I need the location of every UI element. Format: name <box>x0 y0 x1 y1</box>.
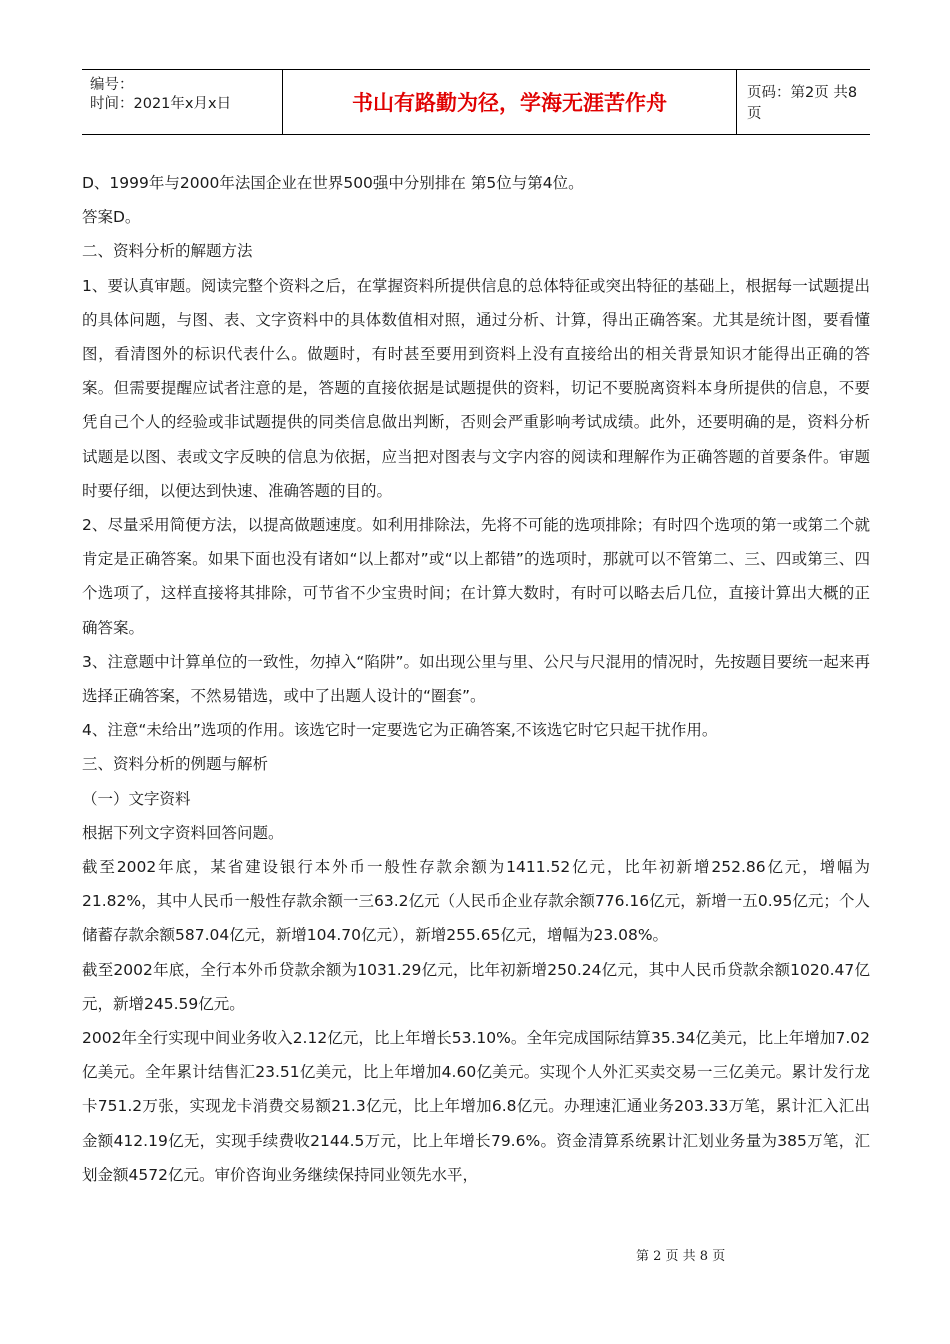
page-header <box>82 69 870 135</box>
paragraph: 截至2002年底，全行本外币贷款余额为1031.29亿元，比年初新增250.24亿元，其中人民币贷款余额1020.47亿元，新增245.59亿元。 <box>82 960 870 1013</box>
section-heading: 二、资料分析的解题方法 <box>82 242 253 261</box>
paragraph: 4、注意“未给出”选项的作用。该选它时一定要选它为正确答案,不该选它时它只起干扰作用。 <box>82 721 718 740</box>
paragraph: 1、要认真审题。阅读完整个资料之后，在掌握资料所提供信息的总体特征或突出特征的基础上，根据每一试题提出的具体问题，与图、表、文字资料中的具体数值相对照，通过分析、计算，得出正确答案。尤其是统计图，要看懂图，看清图外的标识代表什么。做题时，有时甚至要用到资料上没有直接给出的相关背景知识才能得出正确的答案。但需要提醒应试者注意的是，答题的直接依据是试题提供的资料，切记不要脱离资料本身所提供的信息，不要凭自己个人的经验或非试题提供的同类信息做出判断，否则会严重影响考试成绩。此外，还要明确的是，资料分析试题是以图、表或文字反映的信息为依据，应当把对图表与文字内容的阅读和理解作为正确答题的首要条件。审题时要仔细，以便达到快速、准确答题的目的。 <box>82 276 870 500</box>
paragraph: 截至2002年底，某省建设银行本外币一般性存款余额为1411.52亿元，比年初新增252.86亿元，增幅为21.82%，其中人民币一般性存款余额一三63.2亿元（人民币企业存款余额776.16亿元，新增一五0.95亿元；个人储蓄存款余额587.04亿元，新增104.70亿元），新增255.65亿元，增幅为23.08%。 <box>82 858 870 945</box>
page-footer: 第 2 页 共 8 页 <box>636 1249 726 1264</box>
paragraph: D、1999年与2000年法国企业在世界500强中分别排在 第5位与第4位。 <box>82 174 584 192</box>
document-time-label: 时间：2021年x月x日 <box>90 96 232 112</box>
subsection-heading: （一）文字资料 <box>82 789 191 808</box>
paragraph: 3、注意题中计算单位的一致性，勿掉入“陷阱”。如出现公里与里、公尺与尺混用的情况时，先按题目要统一起来再选择正确答案，不然易错选，或中了出题人设计的“圈套”。 <box>82 652 870 706</box>
document-number-label: 编号： <box>90 77 134 93</box>
header-meta <box>82 70 282 134</box>
header-page-info: 页码：第2页 共8页 <box>747 85 858 122</box>
paragraph: 2、尽量采用简便方法，以提高做题速度。如利用排除法，先将不可能的选项排除；有时四个选项的第一或第二个就肯定是正确答案。如果下面也没有诸如“以上都对”或“以上都错”的选项时，那就可以不管第二、三、四或第三、四个选项了，这样直接将其排除，可节省不少宝贵时间；在计算大数时，有时可以略去后几位，直接计算出大概的正确答案。 <box>82 516 870 637</box>
paragraph: 2002年全行实现中间业务收入2.12亿元，比上年增长53.10%。全年完成国际结算35.34亿美元，比上年增加7.02亿美元。全年累计结售汇23.51亿美元，比上年增加4.60亿美元。实现个人外汇买卖交易一三亿美元。累计发行龙卡751.2万张，实现龙卡消费交易额21.3亿元，比上年增加6.8亿元。办理速汇通业务203.33万笔，累计汇入汇出金额412.19亿无，实现手续费收2144.5万元，比上年增长79.6%。资金清算系统累计汇划业务量为385万笔，汇划金额4572亿元。审价咨询业务继续保持同业领先水平， <box>82 1029 870 1184</box>
section-heading: 三、资料分析的例题与解析 <box>82 755 269 774</box>
paragraph: 根据下列文字资料回答问题。 <box>82 823 284 842</box>
document-body <box>82 166 870 1192</box>
header-motto: 书山有路勤为径，学海无涯苦作舟 <box>282 70 737 134</box>
paragraph: 答案D。 <box>82 208 141 227</box>
